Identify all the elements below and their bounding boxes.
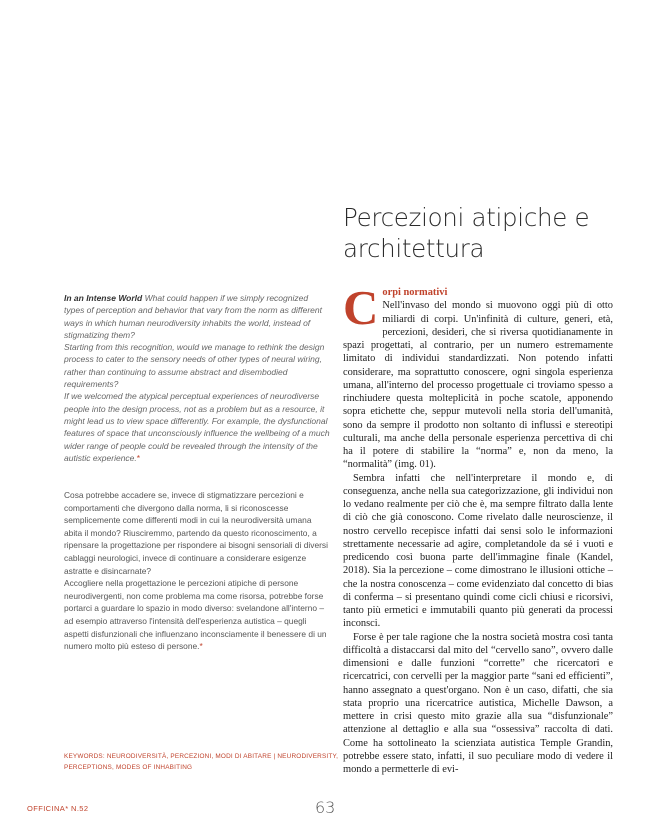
- abstract-it-p2: Accogliere nella progettazione le percezioni atipiche di persone neurodivergenti, non come problema ma come risorsa, potrebbe forse portarci a guardare lo spazio in modo diverso: svelandone all'interno – ad esempio attraverso l'intensità dell'esperienza autistica – quegli aspetti disfunzionali che influenzano inconsciamente il benessere di un numero molto più esteso di persone.: [64, 578, 327, 652]
- abstract-italian: [64, 489, 330, 653]
- abstract-en-paragraph: [64, 292, 330, 341]
- body-paragraph-3: Forse è per tale ragione che la nostra società mostra così tanta difficoltà a distaccarsi dal mito del “cervello sano”, ovvero dalle dimensioni e dalle funzioni “corrette” che ricercatori e ricercatrici, con cervelli per la maggior parte “sani ed efficienti”, hanno assegnato a quest'organo. Non è un caso, difatti, che sia stata proprio una ricercatrice autistica, Michelle Dawson, a mettere in crisi questo mito grazie alla sua “disfunzionale” attenzione al dettaglio e alla sua “ossessiva” raccolta di dati. Come ha sottolineato la scienziata autistica Temple Grandin, potrebbe essere stato, infatti, il suo peculiare modo di vedere il mondo a permetterle di evi-: [343, 631, 613, 775]
- abstract-en-p3: If we welcomed the atypical perceptual experiences of neurodiverse people into the design process, not as a problem but as a resource, it might lead us to view space differently. For example, the dysfunctional features of space that unconsciously influence the wellbeing of a much wider range of people could be revealed through the intensity of the autistic experience.: [64, 391, 330, 463]
- article-body: [343, 280, 613, 776]
- body-paragraph-1: [343, 280, 613, 472]
- article-title: Percezioni atipiche e architettura: [343, 203, 590, 263]
- abstract-en-paragraph-3: [64, 390, 330, 464]
- abstract-en-p1: What could happen if we simply recognized types of perception and behavior that vary from the norm as different ways in which human neurodiversity inhabits the world, instead of stigmatizing them?: [64, 293, 322, 340]
- section-subhead: orpi normativi: [382, 287, 448, 298]
- asterisk-icon: *: [199, 641, 203, 652]
- abstract-en-lead: In an Intense World: [64, 293, 143, 303]
- abstract-en-p2: Starting from this recognition, would we manage to rethink the design process to cater to the sensory needs of other types of neural wiring, rather than continuing to assume abstract and disembodied requirements?: [64, 342, 325, 390]
- drop-cap: C: [343, 280, 379, 335]
- body-p1: Nell'invaso del mondo si muovono oggi più di otto miliardi di corpi. Un'infinità di culture, generi, età, percezioni, desideri, che si riversa quotidianamente in spazi progettati, al contrario, per un numero estremamente limitato di individui standardizzati. Non potendo infatti considerare, ma soprattutto conoscere, ogni singola esperienza umana, all'interno del processo progettuale ci troviamo spesso a rinchiudere questa molteplicità in poche scatole, apponendo sopra etichette che, seppur mutevoli nella storia dell'umanità, sono da sempre il prodotto non soltanto di influssi e stereotipi culturali, ma anche della personale esperienza percettiva di chi ha il potere di stabilire la “norma” e, non da meno, la “normalità” (img. 01).: [343, 300, 613, 471]
- abstract-it-paragraph-2: [64, 577, 330, 653]
- page-number: 63: [315, 798, 336, 817]
- body-paragraph-2: Sembra infatti che nell'interpretare il mondo e, di conseguenza, anche nella sua categorizzazione, gli individui non lo vedano realmente per ciò che è, ma sempre filtrato dalla lente di ciò che già conoscono. Come rivelato dalle neuroscienze, il nostro cervello recepisce infatti dai sensi solo le informazioni strettamente necessarie ad agire, completandole da sé i vuoti e predicendo così buona parte dell'immagine finale (Kandel, 2018). Sia la percezione – come dimostrano le illusioni ottiche – che la nostra conoscenza – come evidenziato dal concetto di bias di conferma – si presentano quindi come cicli chiusi e ricorsivi, tanto più ermetici e immutabili quanto più generati da processi inconsci.: [343, 472, 613, 630]
- asterisk-icon: *: [136, 452, 141, 463]
- abstract-english: [64, 292, 330, 464]
- keywords: KEYWORDS: NEURODIVERSITÀ, PERCEZIONI, MODI DI ABITARE | NEURODIVERSITY, PERCEPTIONS, MODES OF INHABITING: [64, 753, 339, 771]
- abstract-it-p1: Cosa potrebbe accadere se, invece di stigmatizzare percezioni e comportamenti che divergono dalla norma, li si riconoscesse semplicemente come differenti modi in cui la neurodiversità umana abita il mondo? Riusciremmo, partendo da questo riconoscimento, a ripensare la progettazione per rispondere ai bisogni sensoriali di diversi cablaggi neurologici, invece di continuare a considerare esigenze astratte e disincarnate?: [64, 490, 328, 576]
- journal-name: OFFICINA* N.52: [27, 804, 89, 813]
